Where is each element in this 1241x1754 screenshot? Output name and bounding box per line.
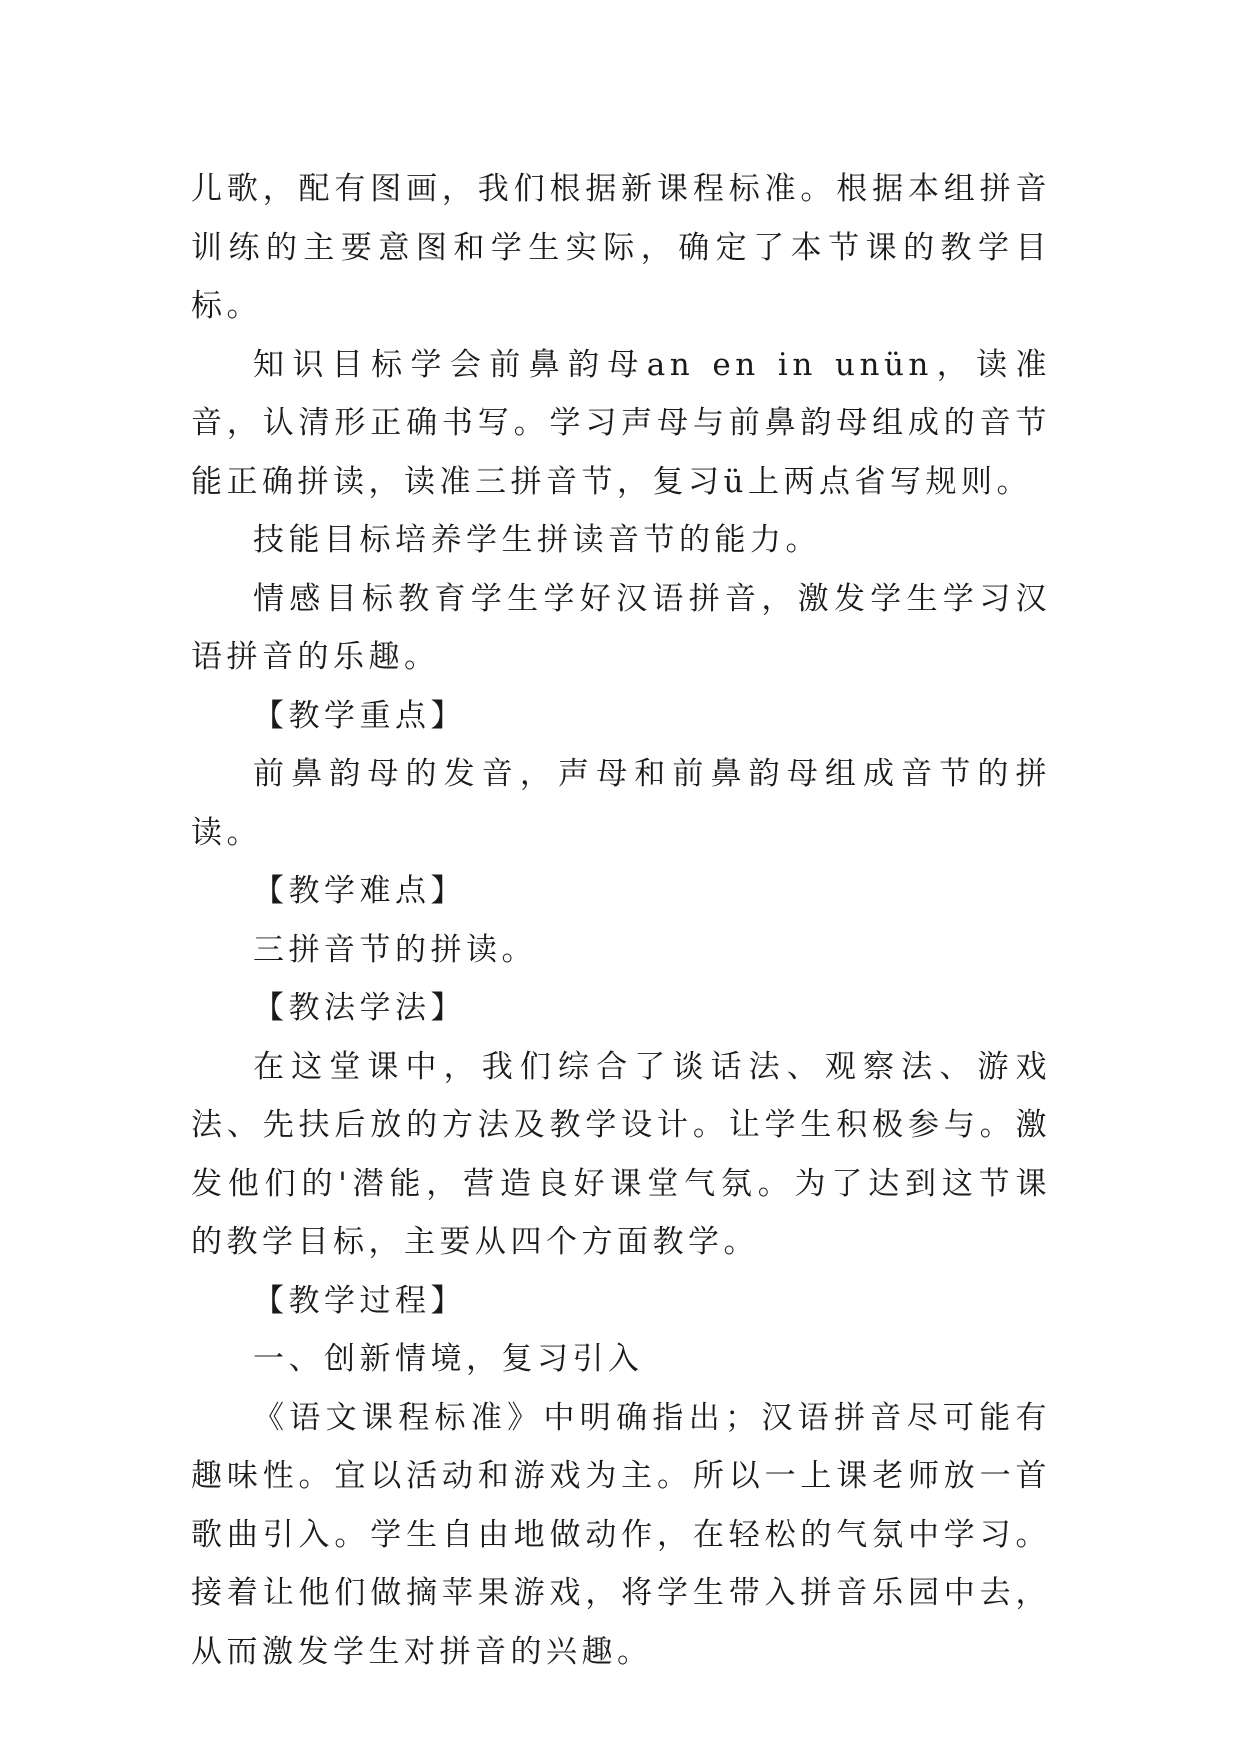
heading-teaching-process: 【教学过程】 — [253, 1282, 466, 1319]
heading-teaching-focus: 【教学重点】 — [253, 697, 466, 734]
paragraph-step-one: 《语文课程标准》中明确指出；汉语拼音尽可能有趣味性。宜以活动和游戏为主。所以一上课老师放一首歌曲引入。学生自由地做动作，在轻松的气氛中学习。接着让他们做摘苹果游戏，将学生带入拼音乐园中去，从而激发学生对拼音的兴趣。 — [191, 1399, 1051, 1670]
heading-teaching-difficulty: 【教学难点】 — [253, 873, 466, 909]
paragraph-teaching-difficulty: 三拼音节的拼读。 — [253, 931, 537, 968]
paragraph-skill-goal: 技能目标培养学生拼读音节的能力。 — [253, 522, 821, 558]
heading-teaching-methods: 【教法学法】 — [253, 990, 466, 1026]
paragraph-intro-continued: 儿歌，配有图画，我们根据新课程标准。根据本组拼音训练的主要意图和学生实际，确定了本节课的教学目标。 — [191, 171, 1051, 324]
paragraph-teaching-methods: 在这堂课中，我们综合了谈话法、观察法、游戏法、先扶后放的方法及教学设计。让学生积极参与。激发他们的'潜能，营造良好课堂气氛。为了达到这节课的教学目标，主要从四个方面教学。 — [191, 1048, 1051, 1260]
document-body — [191, 160, 1051, 1681]
paragraph-emotion-goal: 情感目标教育学生学好汉语拼音，激发学生学习汉语拼音的乐趣。 — [191, 580, 1051, 675]
paragraph-knowledge-goal: 知识目标学会前鼻韵母an en in unün，读准音，认清形正确书写。学习声母与前鼻韵母组成的音节能正确拼读，读准三拼音节，复习ü上两点省写规则。 — [191, 346, 1051, 500]
paragraph-teaching-focus: 前鼻韵母的发音，声母和前鼻韵母组成音节的拼读。 — [191, 756, 1051, 851]
subheading-step-one: 一、创新情境，复习引入 — [253, 1341, 644, 1377]
